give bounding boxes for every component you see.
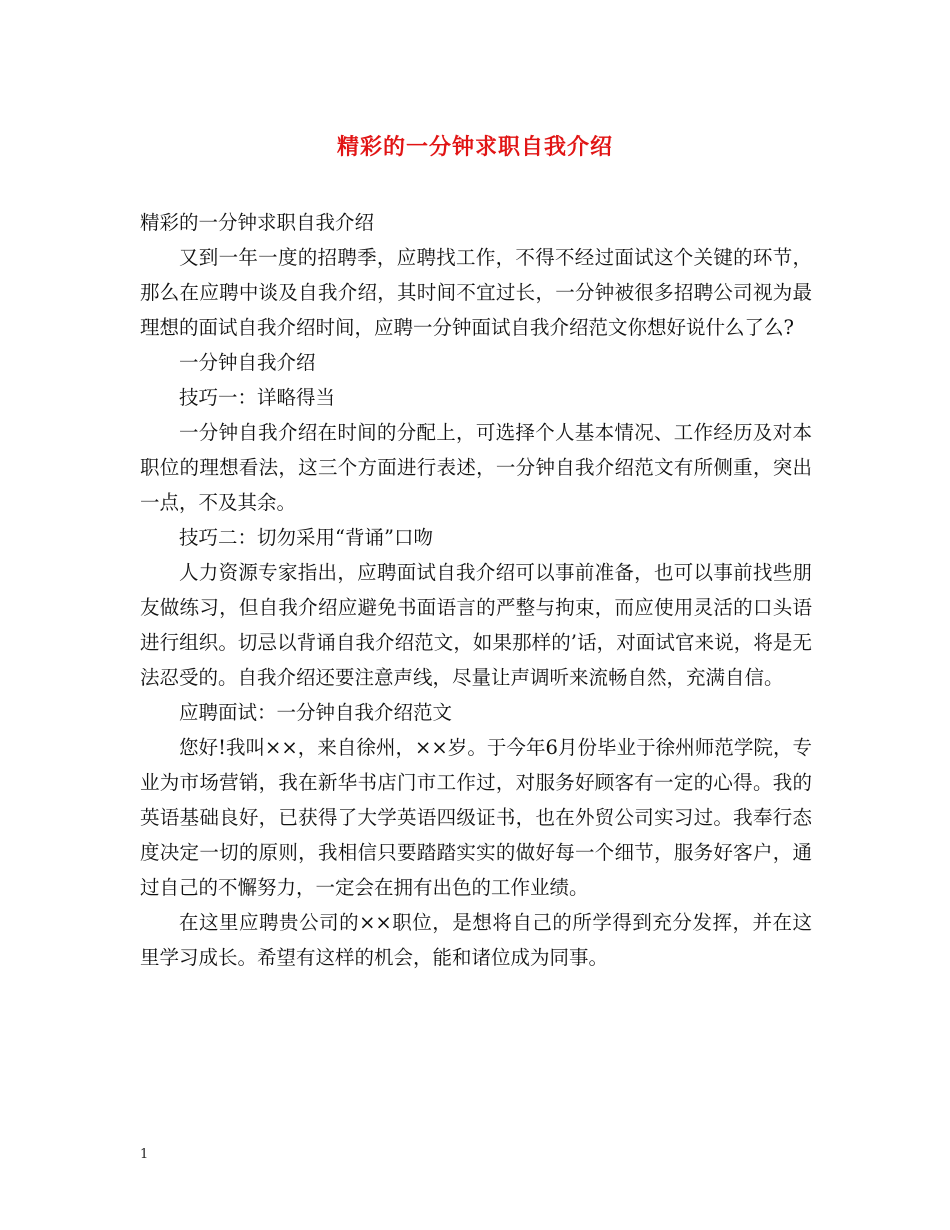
section-heading: 应聘面试：一分钟自我介绍范文 (179, 701, 453, 724)
paragraph: 一分钟自我介绍在时间的分配上，可选择个人基本情况、工作经历及对本职位的理想看法，这三个方面进行表述，一分钟自我介绍范文有所侧重，突出一点，不及其余。 (140, 421, 812, 514)
document-title: 精彩的一分钟求职自我介绍 (336, 134, 613, 160)
paragraph: 您好!我叫××，来自徐州，××岁。于今年6月份毕业于徐州师范学院，专业为市场营销，我在新华书店门市工作过，对服务好顾客有一定的心得。我的英语基础良好，已获得了大学英语四级证书，也在外贸公司实习过。我奉行态度决定一切的原则，我相信只要踏踏实实的做好每一个细节，服务好客户，通过自己的不懈努力，一定会在拥有出色的工作业绩。 (140, 736, 812, 899)
section-heading: 一分钟自我介绍 (179, 351, 316, 374)
paragraph: 精彩的一分钟求职自我介绍 (140, 211, 375, 234)
section-heading: 技巧二：切勿采用“背诵”口吻 (179, 526, 433, 549)
paragraph: 又到一年一度的招聘季，应聘找工作，不得不经过面试这个关键的环节，那么在应聘中谈及自我介绍，其时间不宜过长，一分钟被很多招聘公司视为最理想的面试自我介绍时间，应聘一分钟面试自我介绍范文你想好说什么了么? (140, 246, 812, 339)
section-heading: 技巧一：详略得当 (179, 386, 336, 409)
paragraph: 在这里应聘贵公司的××职位，是想将自己的所学得到充分发挥，并在这里学习成长。希望有这样的机会，能和诸位成为同事。 (140, 911, 812, 969)
paragraph: 人力资源专家指出，应聘面试自我介绍可以事前准备，也可以事前找些朋友做练习，但自我介绍应避免书面语言的严整与拘束，而应使用灵活的口头语进行组织。切忌以背诵自我介绍范文，如果那样的’话，对面试官来说，将是无法忍受的。自我介绍还要注意声线，尽量让声调听来流畅自然，充满自信。 (140, 561, 812, 689)
document-body (140, 205, 812, 975)
page-number: 1 (140, 1147, 149, 1162)
